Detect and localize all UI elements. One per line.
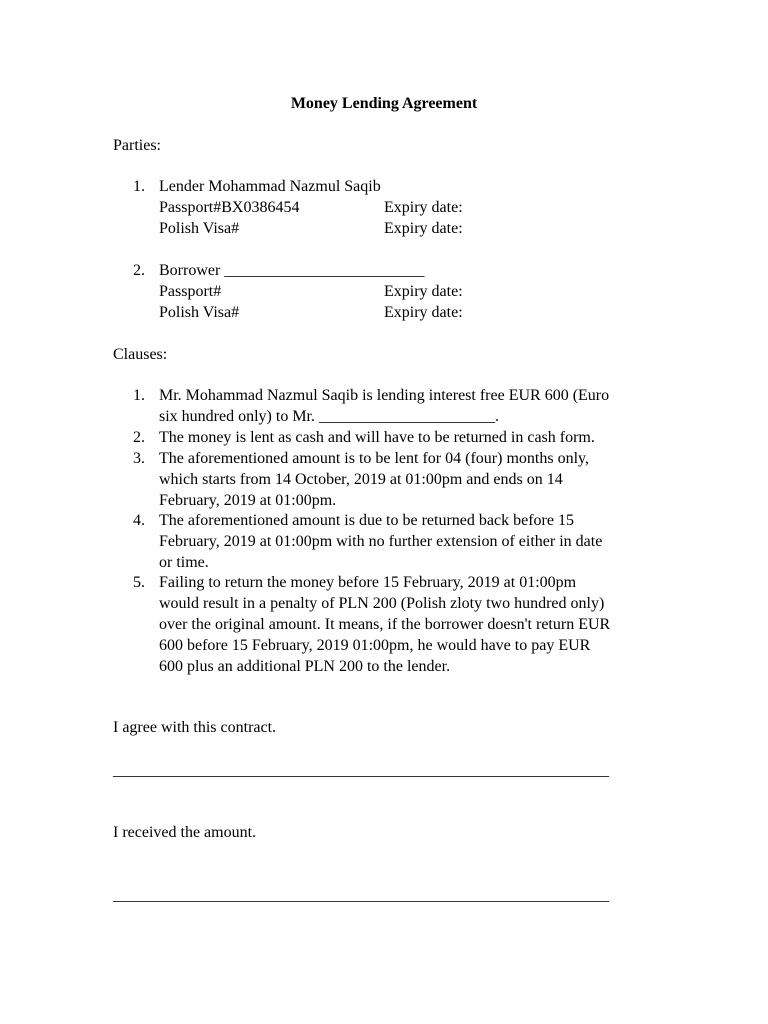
party-1-visa: Polish Visa#	[159, 220, 240, 237]
clause-5-line-3: over the original amount. It means, if the borrower doesn't return EUR	[159, 616, 611, 633]
parties-heading: Parties:	[113, 137, 161, 154]
clause-3-line-3: February, 2019 at 01:00pm.	[159, 492, 337, 509]
party-1-passport-expiry: Expiry date:	[384, 199, 463, 216]
party-1-number: 1.	[133, 178, 145, 195]
document-title: Money Lending Agreement	[290, 95, 478, 112]
clause-2-number: 2.	[133, 429, 145, 446]
clause-1-line-1: Mr. Mohammad Nazmul Saqib is lending interest free EUR 600 (Euro	[159, 387, 610, 404]
party-1-passport: Passport#BX0386454	[159, 199, 300, 216]
clause-3-line-1: The aforementioned amount is to be lent for 04 (four) months only,	[159, 450, 589, 467]
party-2-number: 2.	[133, 262, 145, 279]
clause-5-number: 5.	[133, 574, 145, 591]
receipt-statement: I received the amount.	[113, 824, 257, 841]
clause-5-line-5: 600 plus an additional PLN 200 to the lender.	[159, 658, 451, 675]
clause-4-line-1: The aforementioned amount is due to be returned back before 15	[159, 512, 574, 529]
clause-1-number: 1.	[133, 387, 145, 404]
party-2-visa-expiry: Expiry date:	[384, 304, 463, 321]
clause-4-line-3: or time.	[159, 554, 209, 571]
clause-4-line-2: February, 2019 at 01:00pm with no further extension of either in date	[159, 533, 603, 550]
clause-5-line-1: Failing to return the money before 15 February, 2019 at 01:00pm	[159, 574, 577, 591]
clause-2-line-1: The money is lent as cash and will have to be returned in cash form.	[159, 429, 595, 446]
clause-3-number: 3.	[133, 450, 145, 467]
clause-3-line-2: which starts from 14 October, 2019 at 01:00pm and ends on 14	[159, 471, 563, 488]
party-1-role: Lender Mohammad Nazmul Saqib	[159, 178, 381, 195]
receipt-signature-line: ______________________________________________________________	[113, 887, 609, 904]
clause-1-line-2: six hundred only) to Mr. ______________________.	[159, 408, 499, 425]
clause-4-number: 4.	[133, 512, 145, 529]
party-2-passport: Passport#	[159, 283, 222, 300]
party-2-visa: Polish Visa#	[159, 304, 240, 321]
party-2-role: Borrower _________________________	[159, 262, 425, 279]
clause-5-line-2: would result in a penalty of PLN 200 (Polish zloty two hundred only)	[159, 595, 605, 612]
party-1-visa-expiry: Expiry date:	[384, 220, 463, 237]
clause-5-line-4: 600 before 15 February, 2019 01:00pm, he would have to pay EUR	[159, 637, 591, 654]
agreement-statement: I agree with this contract.	[113, 719, 277, 736]
clauses-heading: Clauses:	[113, 346, 168, 363]
party-2-passport-expiry: Expiry date:	[384, 283, 463, 300]
agreement-signature-line: ______________________________________________________________	[113, 762, 609, 779]
